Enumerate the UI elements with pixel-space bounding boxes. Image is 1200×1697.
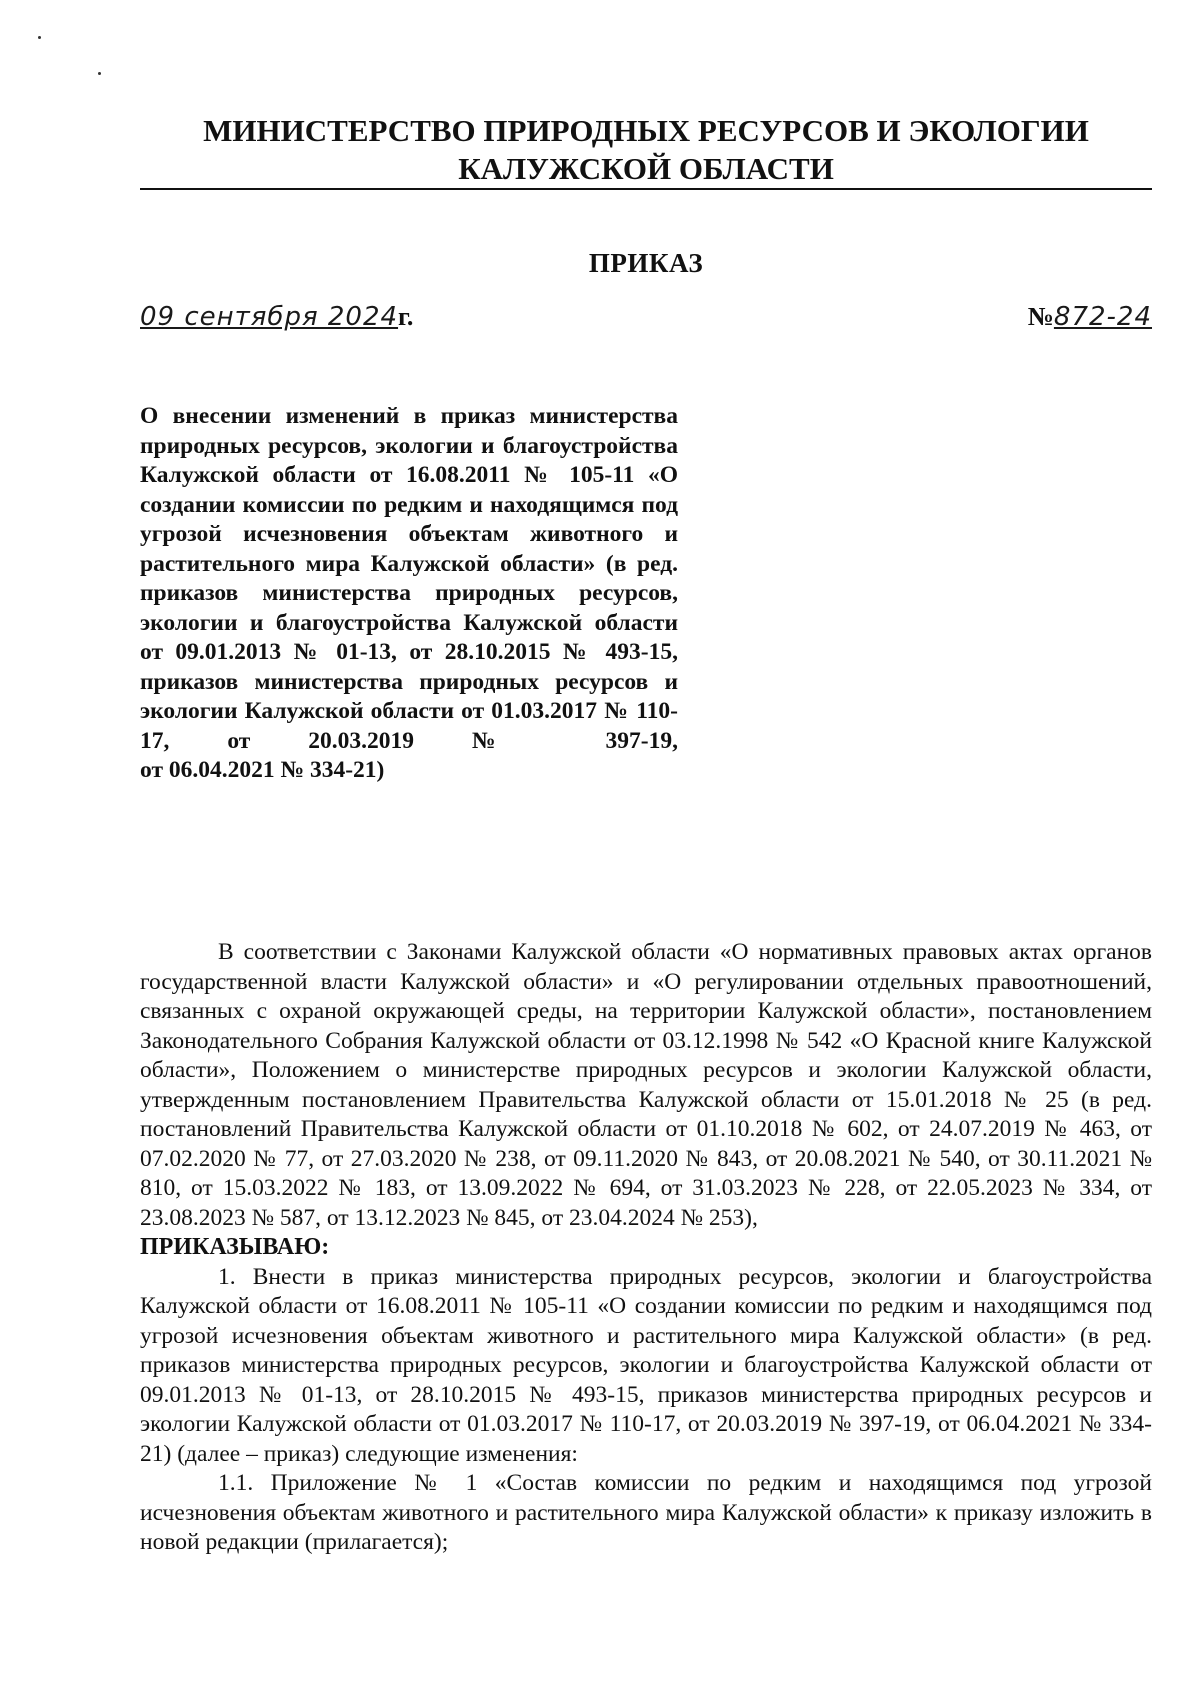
handwritten-number: 872-24 (1053, 302, 1152, 332)
item-1-paragraph: 1. Внести в приказ министерства природных ресурсов, экологии и благоустройства Калужской области от 16.08.2011 № 105-11 «О создании комиссии по редким и находящимся под угрозой исчезновения объектам животного и растительного мира Калужской области» (в ред. приказов министерства природных ресурсов, экологии и благоустройства Калужской области от 09.01.2013 № 01-13, от 28.10.2015 № 493-15, приказов министерства природных ресурсов и экологии Калужской области от 01.03.2017 № 110-17, от 20.03.2019 № 397-19, от 06.04.2021 № 334-21) (далее – приказ) следующие изменения: (140, 1263, 1152, 1467)
order-number (1028, 302, 1152, 332)
order-title: ПРИКАЗ (588, 248, 704, 278)
order-body (140, 938, 1152, 1558)
handwritten-date: 09 сентября 2024 (140, 302, 399, 332)
order-subject (140, 402, 678, 786)
ministry-header (140, 112, 1152, 188)
scan-speck (98, 72, 101, 75)
ministry-name-line2: КАЛУЖСКОЙ ОБЛАСТИ (458, 151, 834, 186)
date-suffix: г. (398, 302, 414, 331)
subject-last-line: от 06.04.2021 № 334-21) (140, 757, 385, 783)
header-divider (140, 188, 1152, 190)
subject-text: О внесении изменений в приказ министерства природных ресурсов, экологии и благоустройства Калужской области от 16.08.2011 № 105-11 «О создании комиссии по редким и находящимся под угрозой исчезновения объектам животного и растительного мира Калужской области» (в ред. приказов министерства природных ресурсов, экологии и благоустройства Калужской области от 09.01.2013 № 01-13, от 28.10.2015 № 493-15, приказов министерства природных ресурсов и экологии Калужской области от 01.03.2017 № 110-17, от 20.03.2019 № 397-19, (140, 403, 678, 754)
ministry-name-line1: МИНИСТЕРСТВО ПРИРОДНЫХ РЕСУРСОВ И ЭКОЛОГИИ (203, 113, 1089, 148)
item-1-1-paragraph: 1.1. Приложение № 1 «Состав комиссии по редким и находящимся под угрозой исчезновения объектам животного и растительного мира Калужской области» к приказу изложить в новой редакции (прилагается); (140, 1470, 1152, 1555)
decree-heading: ПРИКАЗЫВАЮ: (140, 1234, 330, 1260)
scan-speck (38, 36, 41, 39)
number-prefix: № (1027, 302, 1054, 331)
order-date (140, 302, 413, 332)
preamble-paragraph: В соответствии с Законами Калужской области «О нормативных правовых актах органов государственной власти Калужской области» и «О регулировании отдельных правоотношений, связанных с охраной окружающей среды, на территории Калужской области», постановлением Законодательного Собрания Калужской области от 03.12.1998 № 542 «О Красной книге Калужской области», Положением о министерстве природных ресурсов и экологии Калужской области, утвержденным постановлением Правительства Калужской области от 15.01.2018 № 25 (в ред. постановлений Правительства Калужской области от 01.10.2018 № 602, от 24.07.2019 № 463, от 07.02.2020 № 77, от 27.03.2020 № 238, от 09.11.2020 № 843, от 20.08.2021 № 540, от 30.11.2021 № 810, от 15.03.2022 № 183, от 13.09.2022 № 694, от 31.03.2023 № 228, от 22.05.2023 № 334, от 23.08.2023 № 587, от 13.12.2023 № 845, от 23.04.2024 № 253), (140, 939, 1152, 1231)
